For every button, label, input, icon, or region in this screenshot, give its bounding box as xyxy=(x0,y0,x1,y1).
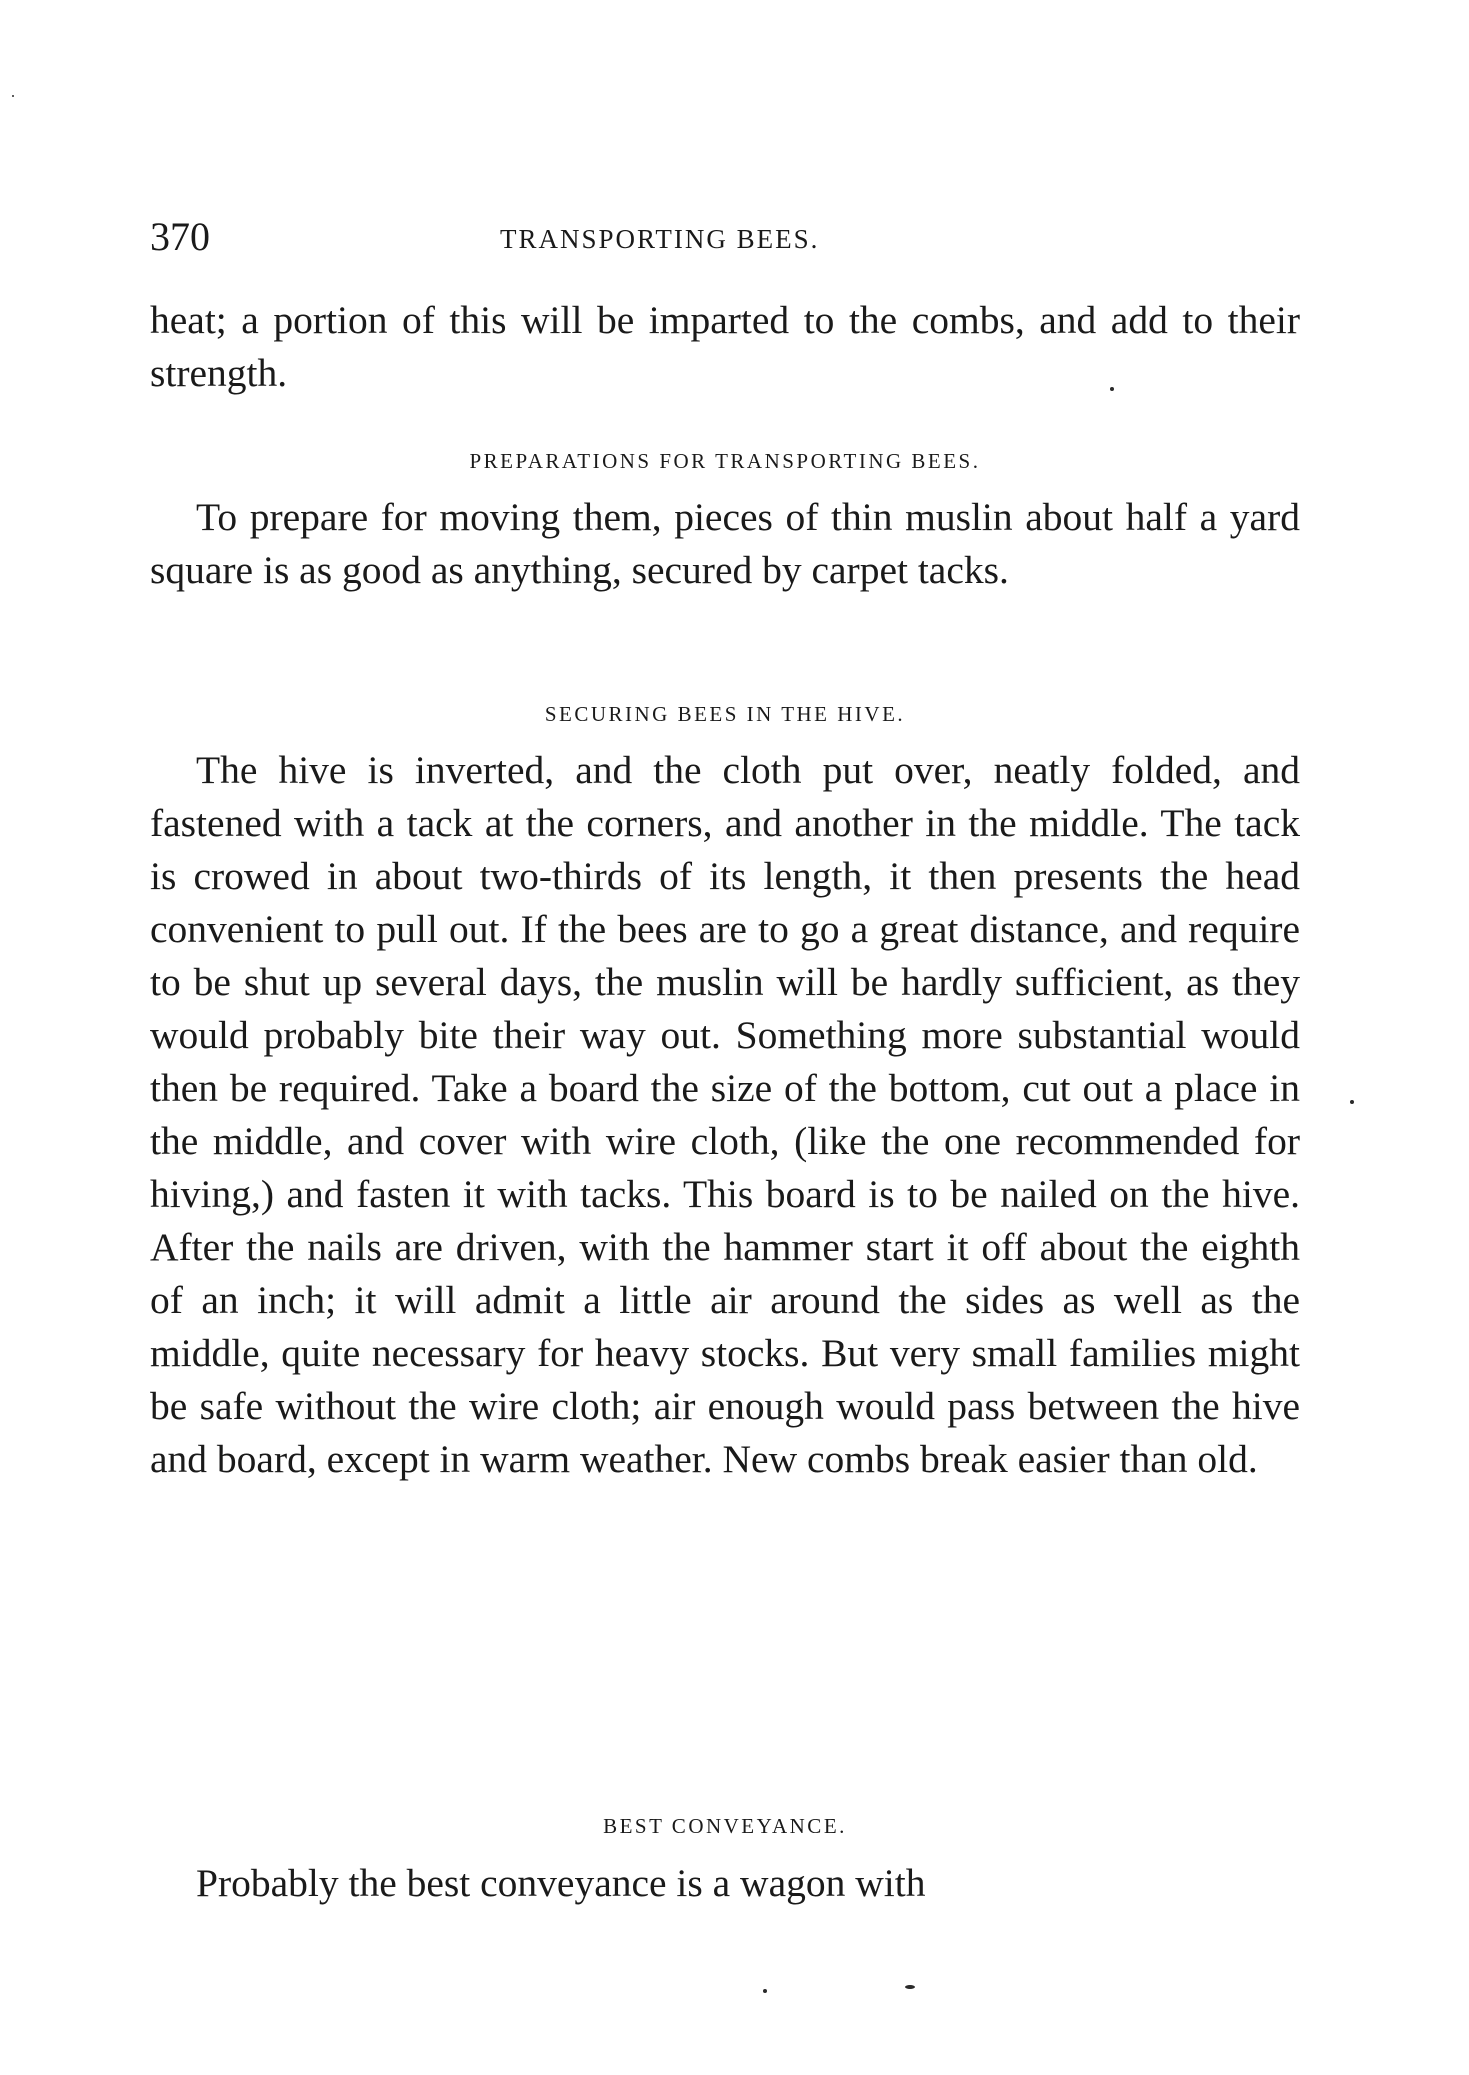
preparations-paragraph-block xyxy=(150,491,1300,597)
securing-paragraph: The hive is inverted, and the cloth put over, neatly folded, and fastened with a tack at the corners, and another in the middle. The tack is crowed in about two-thirds of its length, it then presents the head convenient to pull out. If the bees are to go a great distance, and require to be shut up several days, the muslin will be hardly sufficient, as they would probably bite their way out. Something more substantial would then be required. Take a board the size of the bottom, cut out a place in the middle, and cover with wire cloth, (like the one recommended for hiving,) and fasten it with tacks. This board is to be nailed on the hive. After the nails are driven, with the hammer start it off about the eighth of an inch; it will admit a little air around the sides as well as the middle, quite necessary for heavy stocks. But very small families might be safe without the wire cloth; air enough would pass between the hive and board, except in warm weather. New combs break easier than old. xyxy=(150,748,1300,1481)
intro-paragraph: heat; a portion of this will be imparted to the combs, and add to their strength. xyxy=(150,298,1300,395)
conveyance-paragraph-block xyxy=(150,1857,1300,1910)
running-title: TRANSPORTING BEES. xyxy=(500,224,820,254)
heading-securing: SECURING BEES IN THE HIVE. xyxy=(544,702,906,726)
scan-speck xyxy=(763,1989,767,1993)
scan-speck xyxy=(1110,387,1114,391)
scan-speck xyxy=(12,95,14,97)
conveyance-paragraph: Probably the best conveyance is a wagon with xyxy=(196,1861,926,1905)
scan-speck xyxy=(1350,1100,1354,1104)
scan-speck xyxy=(905,1985,915,1989)
intro-paragraph-block xyxy=(150,294,1300,400)
heading-preparations: PREPARATIONS FOR TRANSPORTING BEES. xyxy=(469,449,981,473)
securing-paragraph-block xyxy=(150,744,1300,1486)
page-number: 370 xyxy=(150,214,210,259)
heading-conveyance: BEST CONVEYANCE. xyxy=(603,1814,847,1838)
running-head xyxy=(150,212,1300,262)
preparations-paragraph: To prepare for moving them, pieces of thin muslin about half a yard square is as good as anything, secured by carpet tacks. xyxy=(150,495,1300,592)
